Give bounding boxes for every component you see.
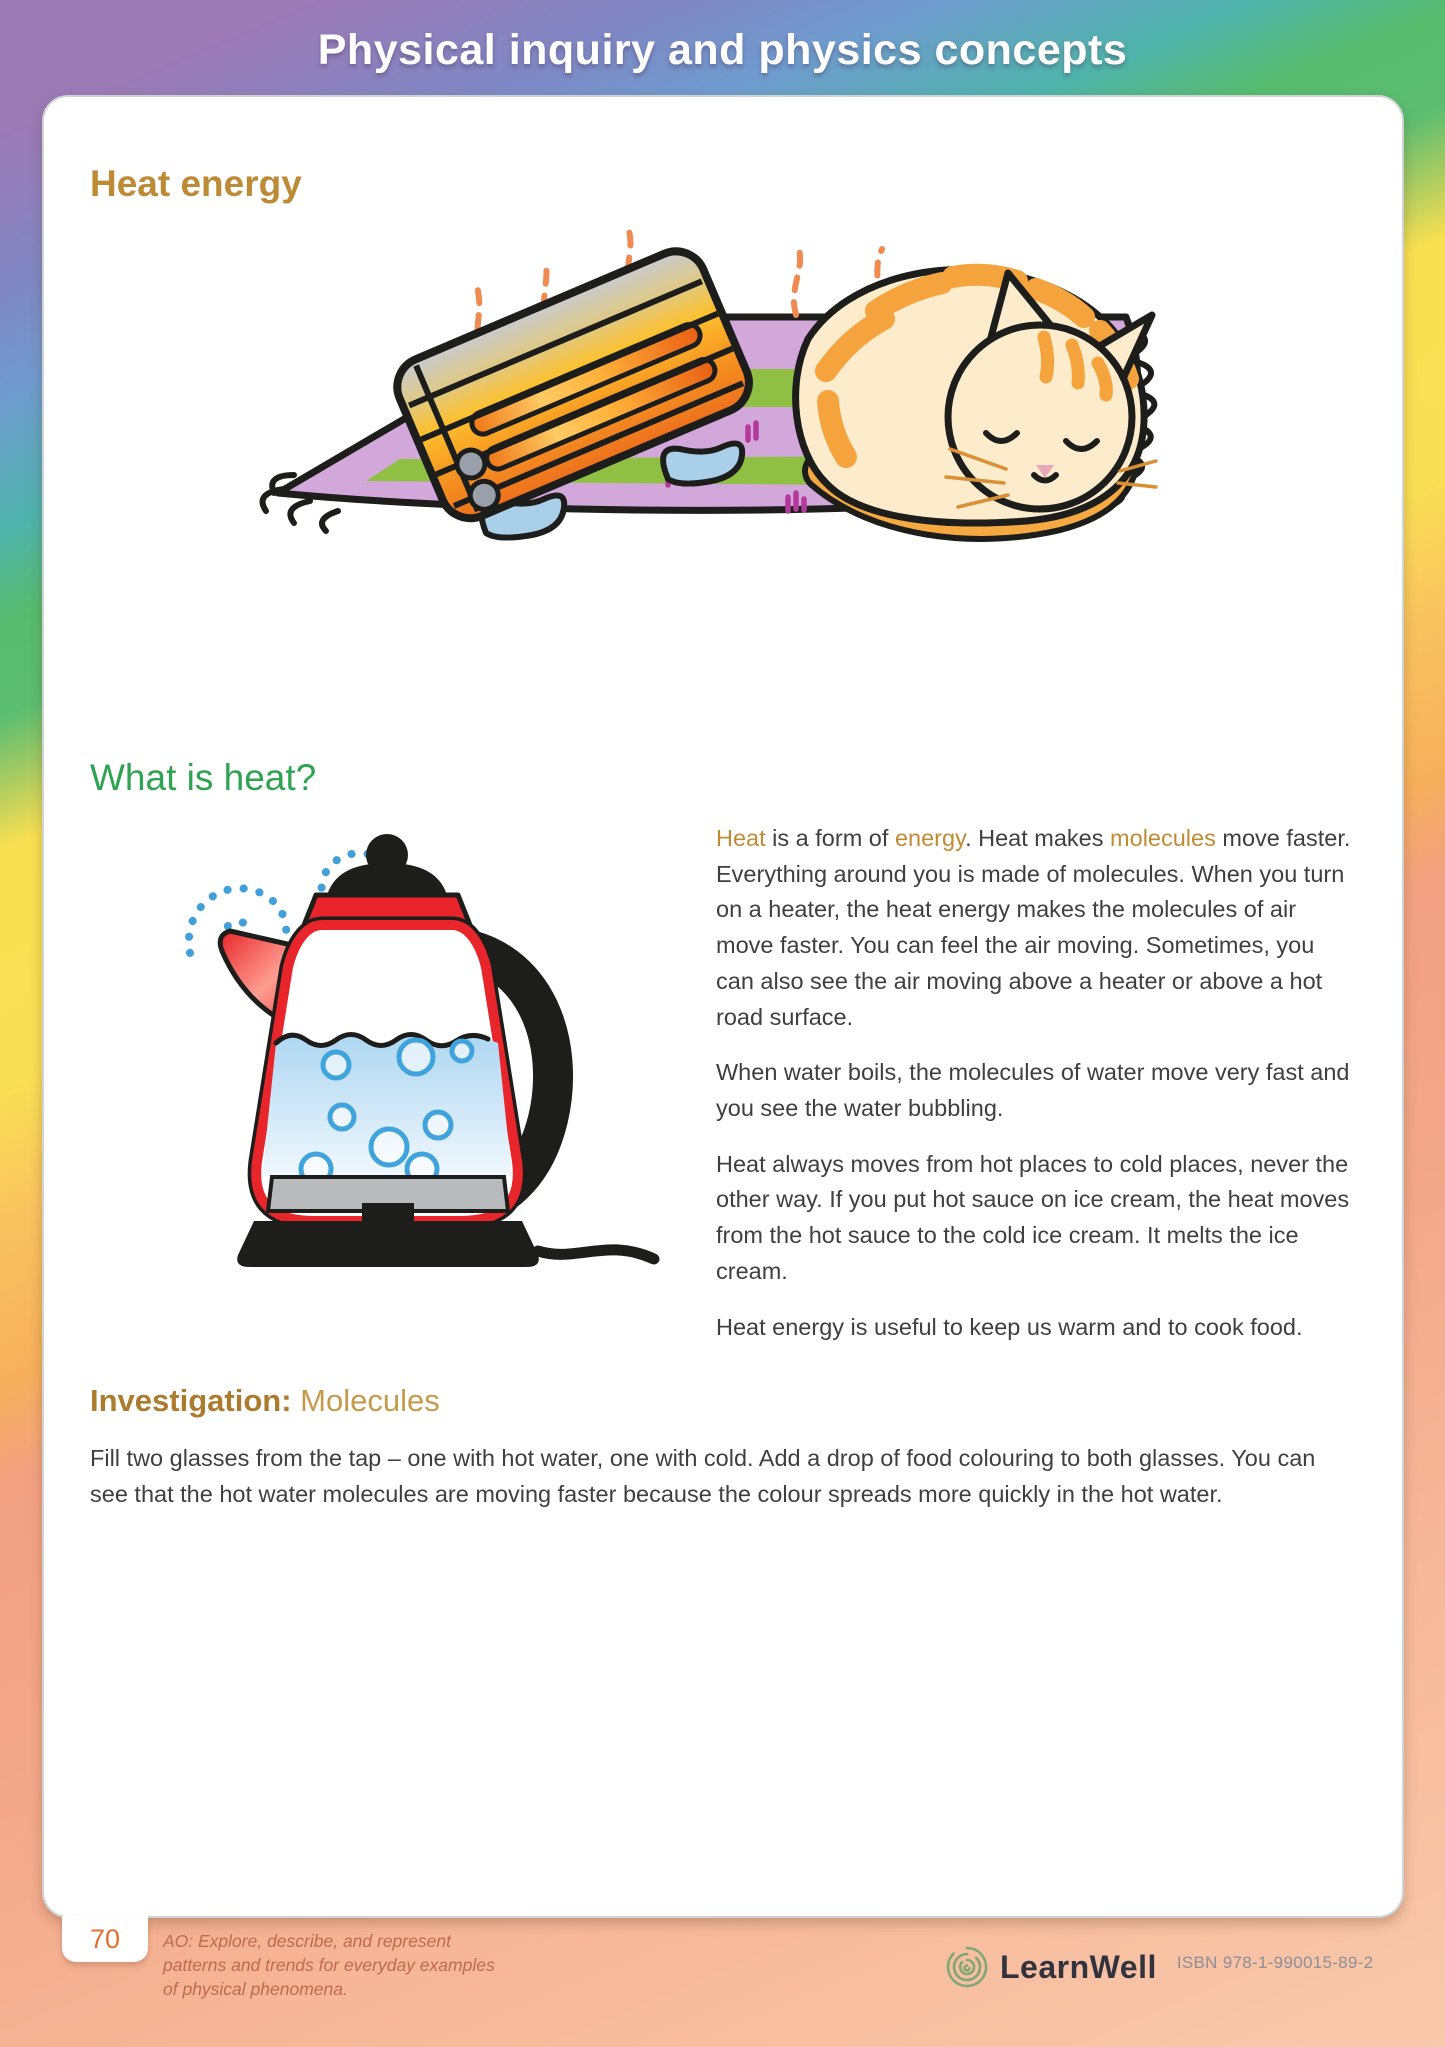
highlight-molecules: molecules <box>1110 825 1216 851</box>
section-heading: Heat energy <box>90 163 302 204</box>
paragraph-useful: Heat energy is useful to keep us warm and to cook food. <box>716 1313 1303 1340</box>
learnwell-spiral-icon <box>944 1944 990 1990</box>
kettle-body <box>256 925 518 1221</box>
sleeping-cat <box>796 269 1156 523</box>
page-number-tab <box>62 1916 148 1962</box>
kettle-illustration <box>104 825 664 1278</box>
heater-cat-illustration <box>248 221 1198 551</box>
kettle-svg <box>104 825 664 1273</box>
investigation-title: Molecules <box>300 1383 440 1419</box>
paragraph-hot-to-cold: Heat always moves from hot places to cold places, never the other way. If you put hot sauce on ice cream, the heat moves from the hot sauce to the cold ice cream. It melts the ice cream. <box>716 1150 1350 1284</box>
investigation-body: Fill two glasses from the tap – one with hot water, one with cold. Add a drop of food colouring to both glasses. You can see that the hot water molecules are moving faster because the colour spreads more quickly in the hot water. <box>90 1445 1316 1508</box>
paragraph-boiling: When water boils, the molecules of water move very fast and you see the water bubbling. <box>716 1059 1350 1122</box>
what-is-heat-text <box>716 821 1356 1365</box>
highlight-heat: Heat <box>716 825 766 851</box>
page-title: Physical inquiry and physics concepts <box>317 26 1128 74</box>
highlight-energy: energy <box>894 825 966 851</box>
subsection-heading: What is heat? <box>90 757 317 798</box>
isbn-text: ISBN 978-1-990015-89-2 <box>1176 1953 1374 1972</box>
paragraph-intro: Heat is a form of energy. Heat makes molecules move faster. Everything around you is made of molecules. When you turn on a heater, the heat energy makes the molecules of air move faster. You can feel the air moving. Sometimes, you can also see the air moving above a heater or above a hot road surface. <box>716 825 1351 1030</box>
what-is-heat-section <box>90 825 1356 1365</box>
publisher-logo <box>944 1944 1373 1990</box>
heater-cat-svg <box>248 221 1198 551</box>
brand-name: LearnWell <box>1000 1948 1157 1985</box>
investigation-heading <box>90 1383 1356 1419</box>
investigation-label: Investigation: <box>90 1383 292 1419</box>
ao-note: AO: Explore, describe, and represent patterns and trends for everyday examples of physical phenomena. <box>163 1931 495 2000</box>
page-number: 70 <box>89 1923 121 1954</box>
content-card <box>42 95 1404 1918</box>
